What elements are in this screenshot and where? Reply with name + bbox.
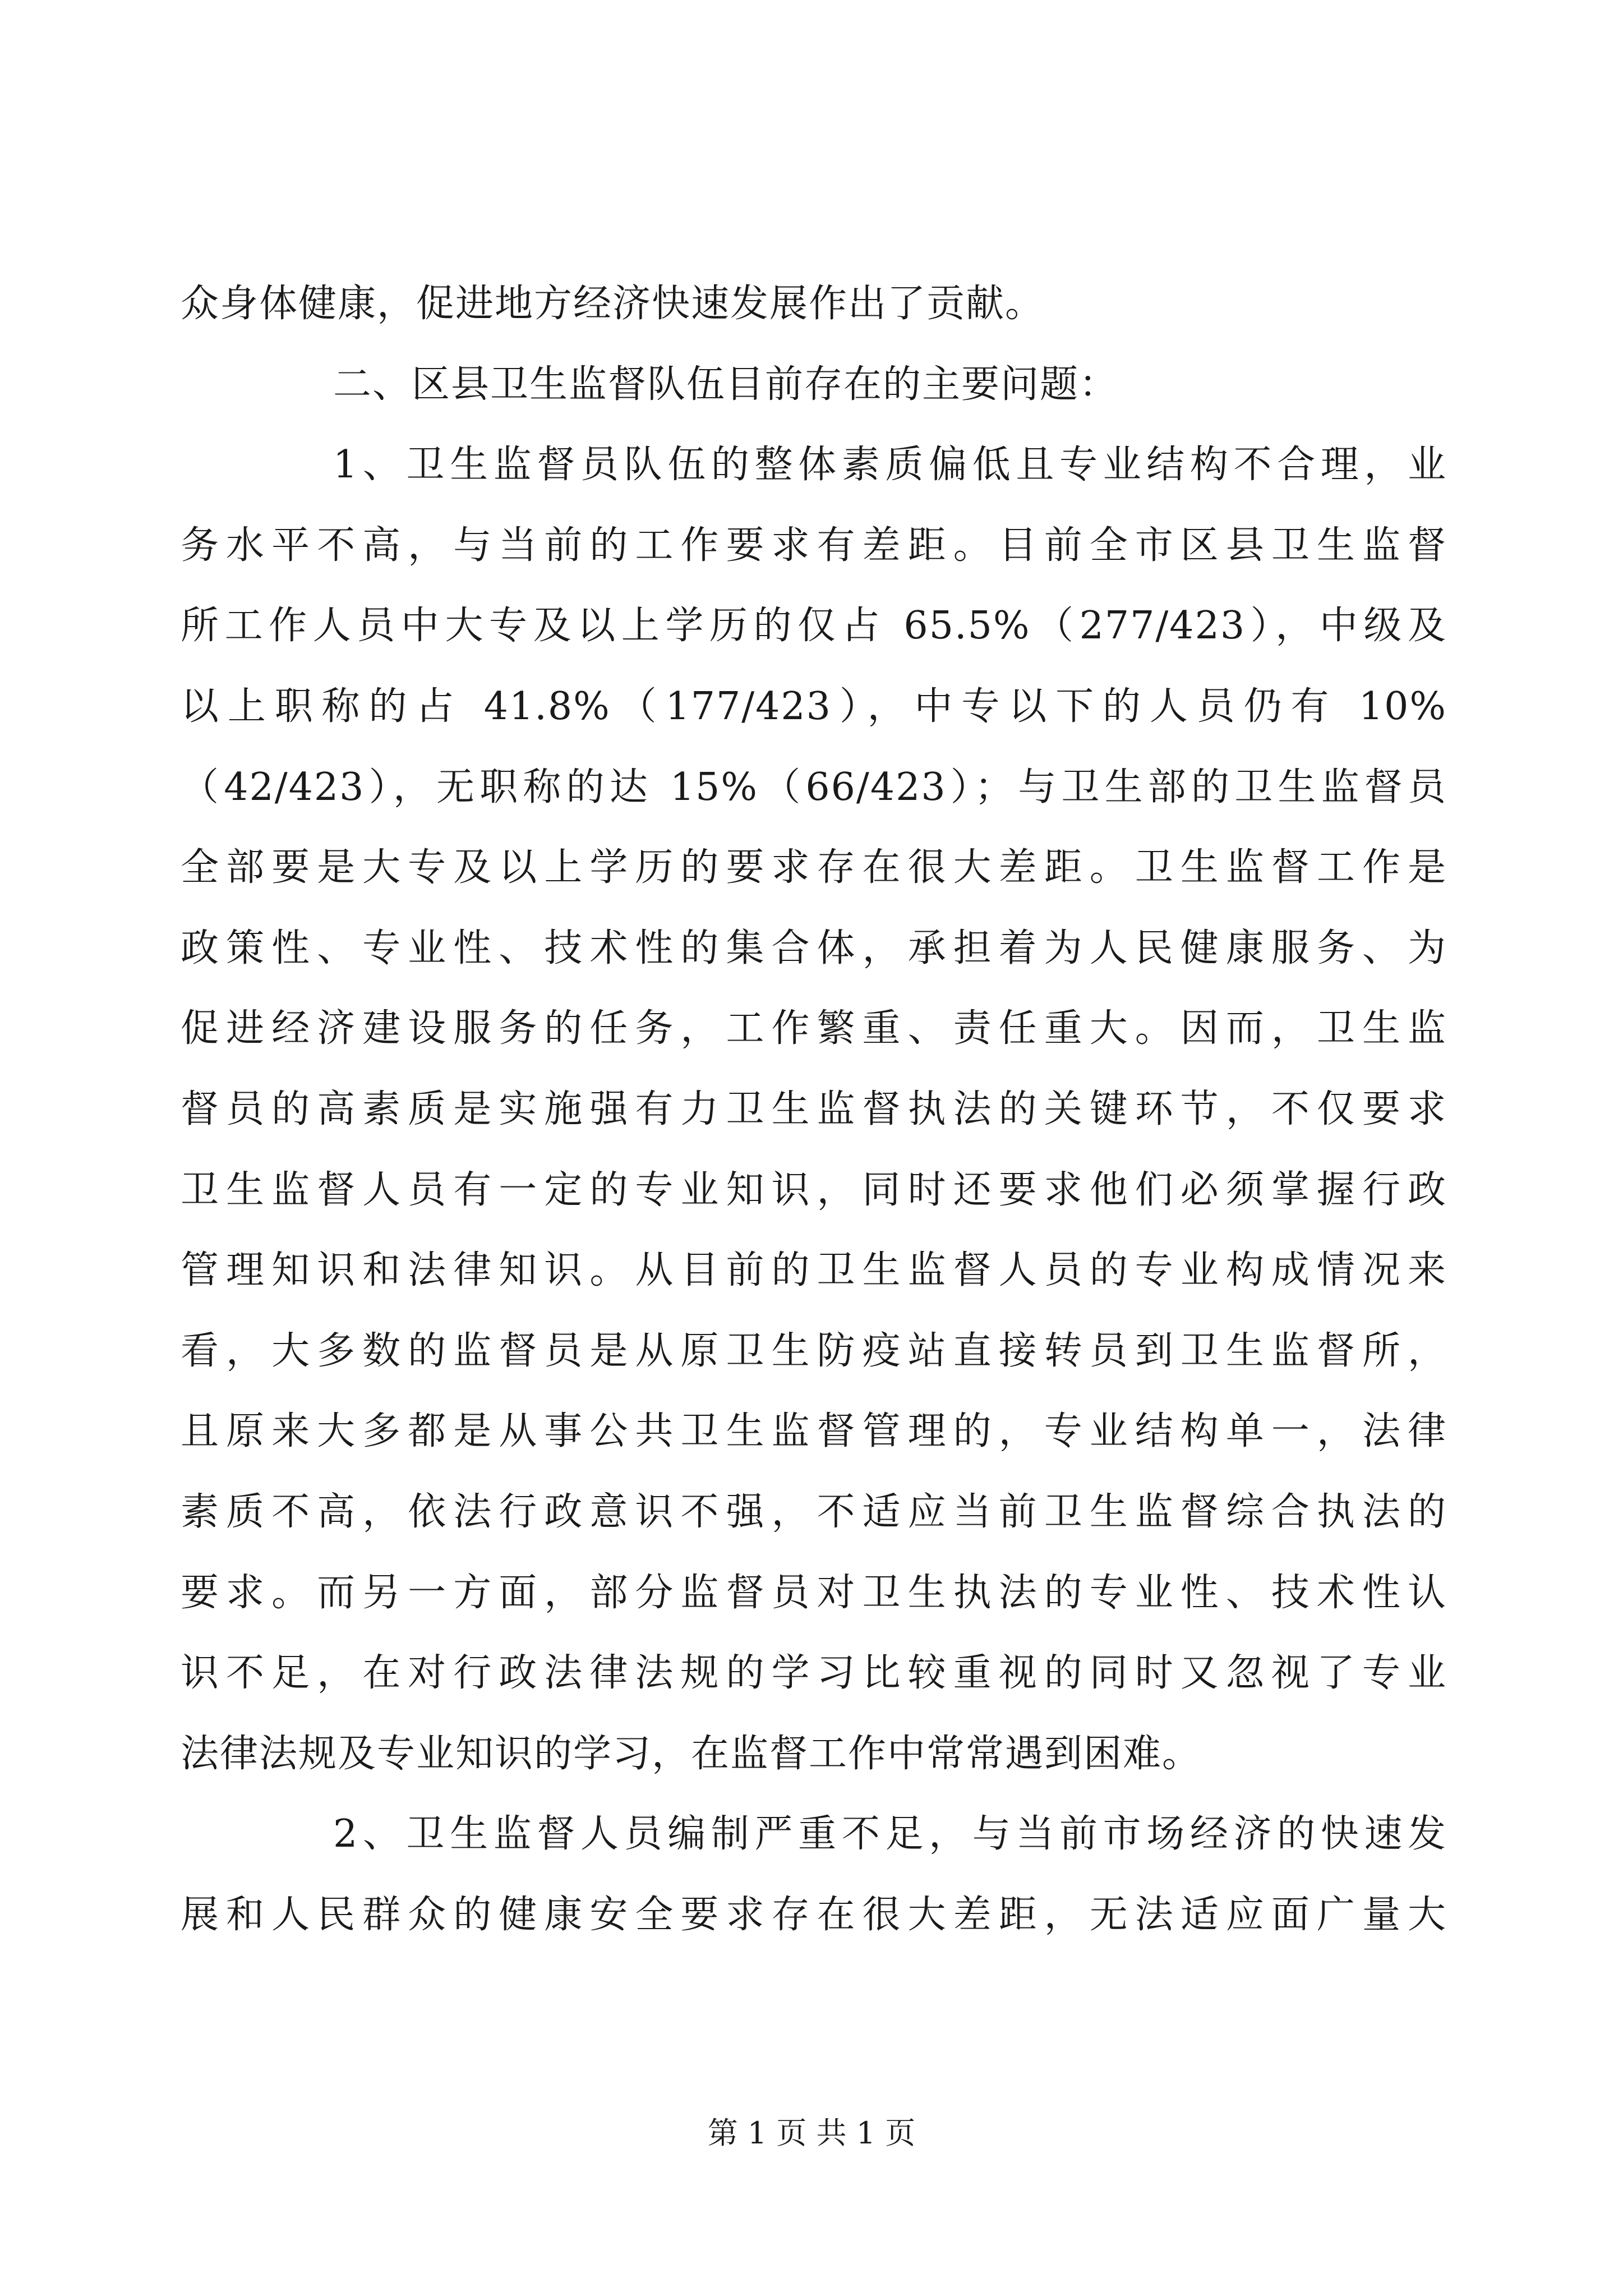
text-line: 要求。而另一方面，部分监督员对卫生执法的专业性、技术性认	[181, 1570, 1447, 1615]
text-line: 展和人民群众的健康安全要求存在很大差距，无法适应面广量大	[181, 1892, 1447, 1937]
text-line: （42/423），无职称的达 15%（66/423）；与卫生部的卫生监督员	[181, 765, 1447, 809]
text-line: 且原来大多都是从事公共卫生监督管理的，专业结构单一，法律	[181, 1409, 1447, 1454]
page-footer: 第 1 页 共 1 页	[707, 2115, 916, 2151]
text-line: 识不足，在对行政法律法规的学习比较重视的同时又忽视了专业	[181, 1651, 1447, 1696]
text-line: 1、卫生监督员队伍的整体素质偏低且专业结构不合理，业	[333, 443, 1447, 487]
text-line: 看，大多数的监督员是从原卫生防疫站直接转员到卫生监督所，	[181, 1328, 1447, 1373]
text-line: 2、卫生监督人员编制严重不足，与当前市场经济的快速发	[333, 1812, 1447, 1857]
text-line: 督员的高素质是实施强有力卫生监督执法的关键环节，不仅要求	[181, 1087, 1447, 1131]
text-line: 二、区县卫生监督队伍目前存在的主要问题：	[333, 362, 1119, 407]
body-text	[181, 264, 1447, 1955]
text-line: 管理知识和法律知识。从目前的卫生监督人员的专业构成情况来	[181, 1248, 1447, 1293]
text-line: 众身体健康，促进地方经济快速发展作出了贡献。	[181, 282, 1045, 326]
text-line: 政策性、专业性、技术性的集合体，承担着为人民健康服务、为	[181, 926, 1447, 970]
text-line: 以上职称的占 41.8%（177/423），中专以下的人员仍有 10%	[181, 684, 1447, 729]
text-line: 全部要是大专及以上学历的要求存在很大差距。卫生监督工作是	[181, 845, 1447, 890]
text-line: 素质不高，依法行政意识不强，不适应当前卫生监督综合执法的	[181, 1489, 1447, 1534]
text-line: 务水平不高，与当前的工作要求有差距。目前全市区县卫生监督	[181, 523, 1447, 568]
text-line: 促进经济建设服务的任务，工作繁重、责任重大。因而，卫生监	[181, 1006, 1447, 1051]
text-line: 所工作人员中大专及以上学历的仅占 65.5%（277/423），中级及	[181, 604, 1447, 648]
text-line: 卫生监督人员有一定的专业知识，同时还要求他们必须掌握行政	[181, 1167, 1447, 1212]
text-line: 法律法规及专业知识的学习，在监督工作中常常遇到困难。	[181, 1731, 1202, 1776]
